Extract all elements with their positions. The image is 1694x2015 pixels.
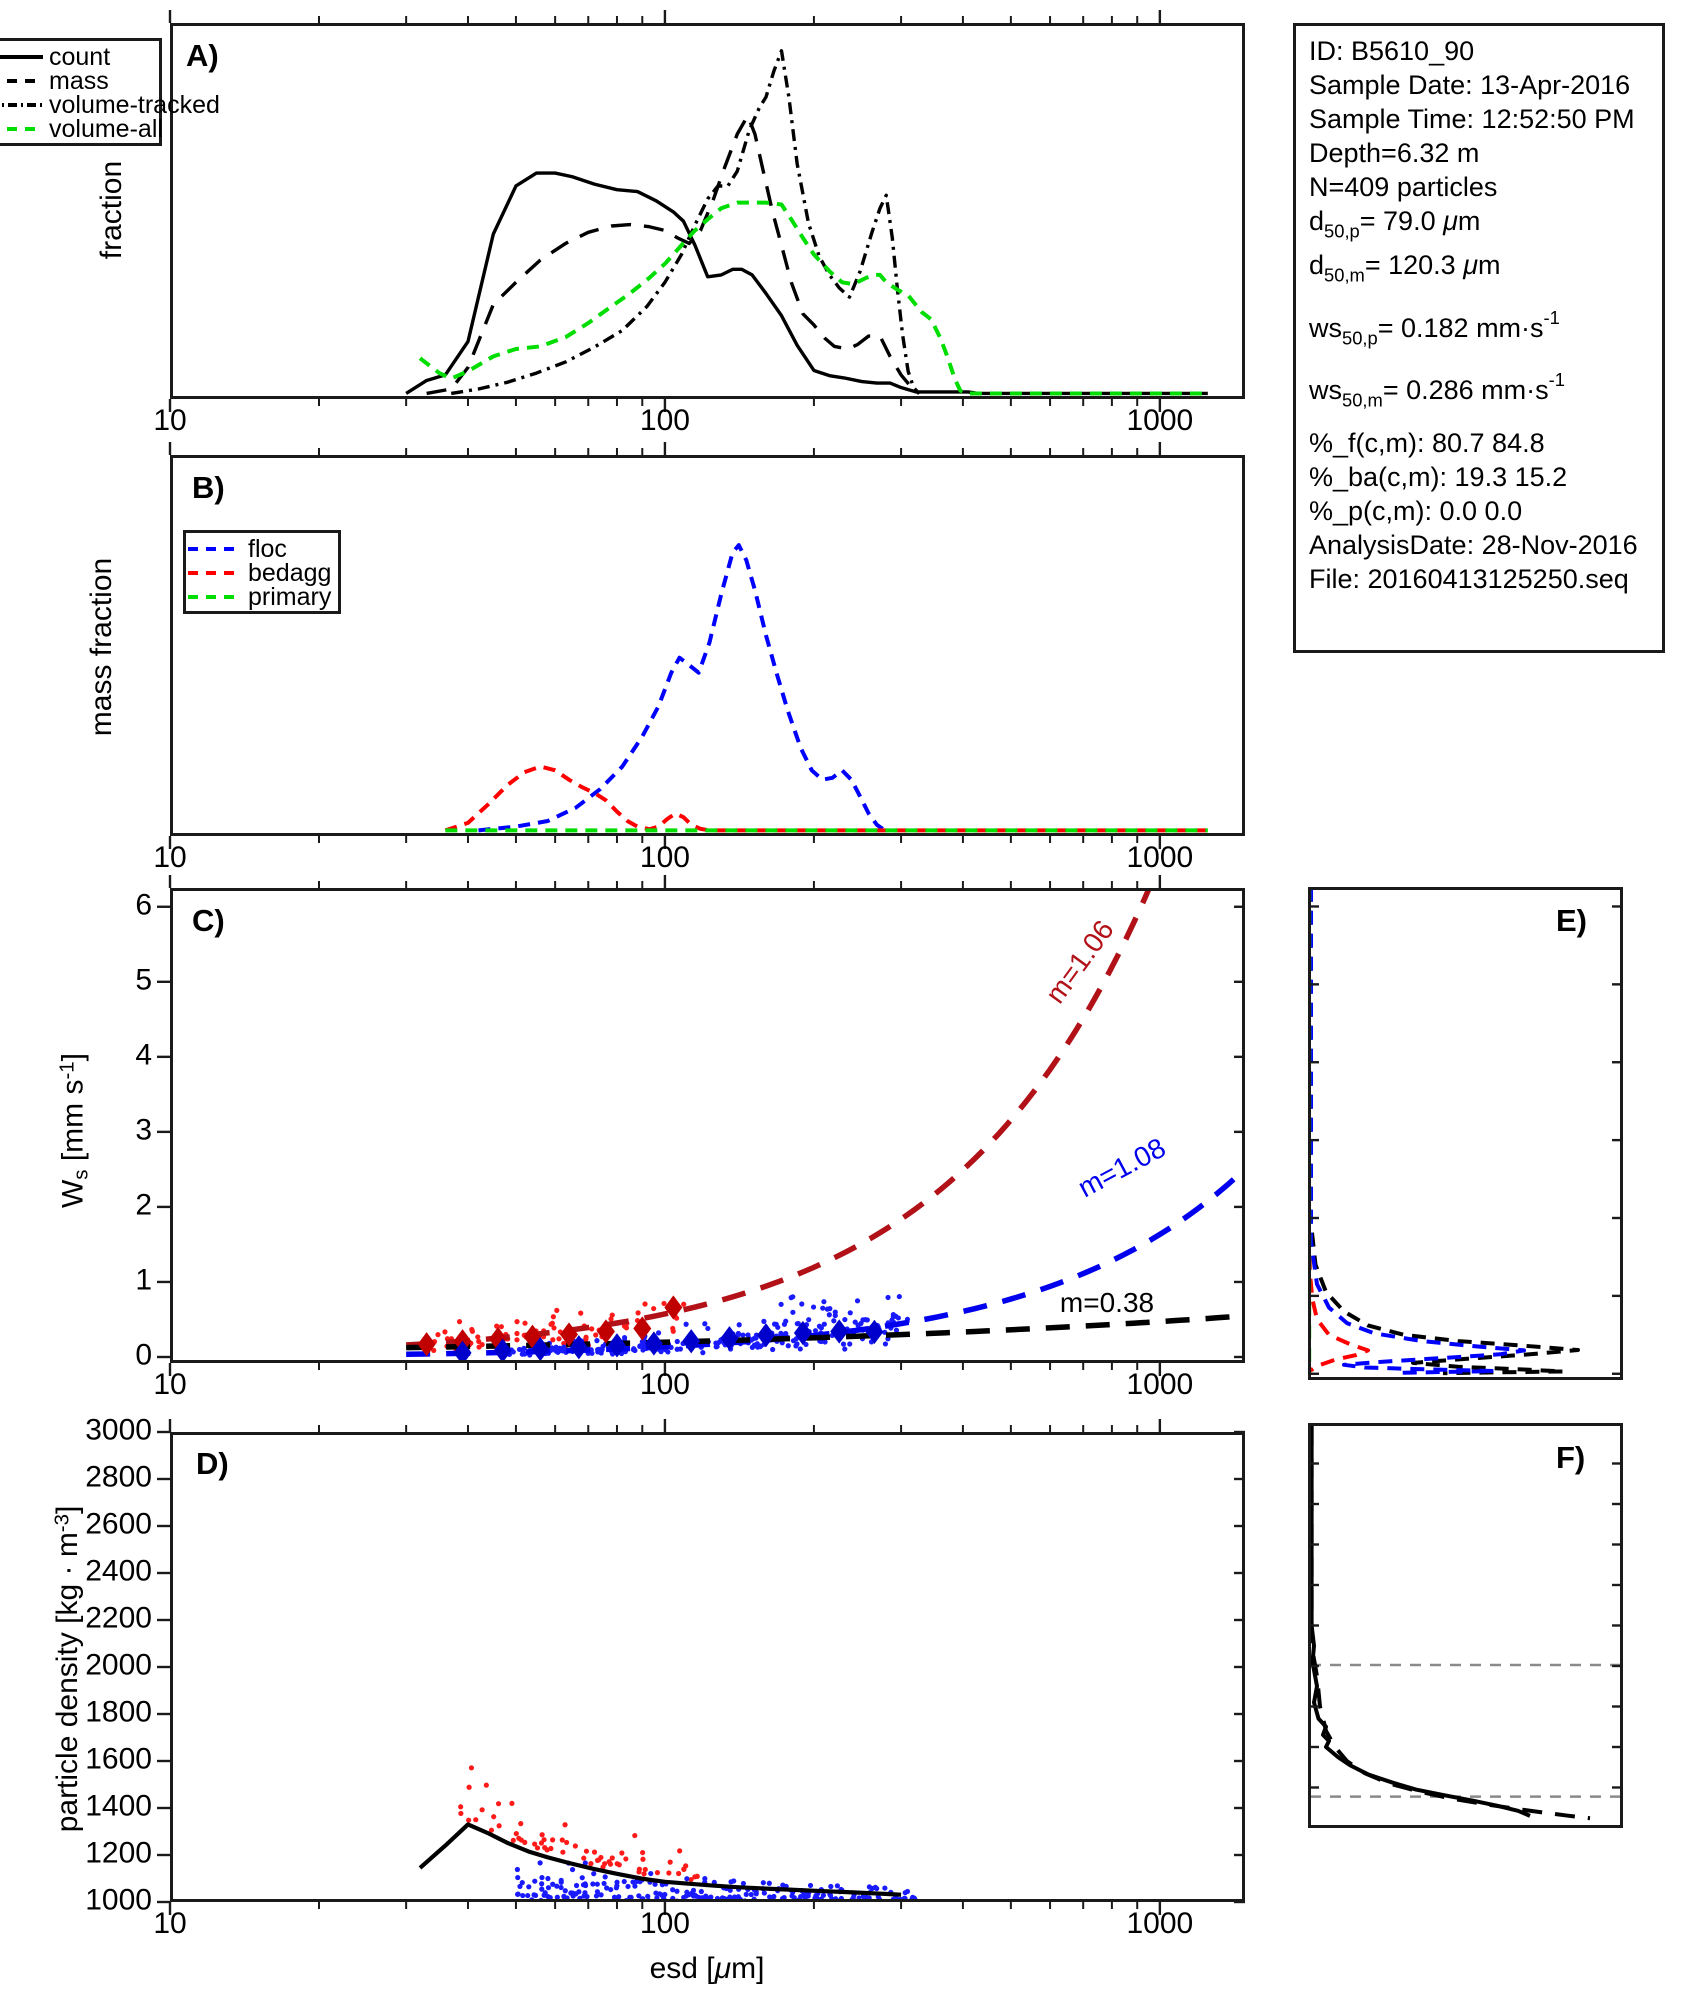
legend-line-sample-icon — [0, 100, 43, 110]
y-tick-label: 2 — [135, 1188, 152, 1222]
legend-item — [188, 558, 338, 587]
legend-panel-b — [183, 530, 341, 614]
panel-f-label: F) — [1556, 1440, 1586, 1475]
info-line: File: 20160413125250.seq — [1309, 563, 1629, 594]
x-tick-label: 100 — [639, 1368, 690, 1401]
panel-c-ylabel: $W_s$ [mm $s^{-1}$] — [56, 1053, 93, 1209]
legend-item-label: bedagg — [248, 558, 332, 587]
legend-line-sample-icon — [0, 124, 43, 134]
fit-label-m108: m=1.08 — [1072, 1131, 1171, 1204]
panel-a-plot — [170, 23, 1245, 399]
legend-panel-a — [0, 38, 220, 146]
info-line: Sample Date: 13-Apr-2016 — [1309, 70, 1631, 100]
y-tick-label: 2200 — [85, 1601, 152, 1635]
x-axis-title: esd [μm] — [649, 1952, 765, 1985]
info-line: AnalysisDate: 28-Nov-2016 — [1309, 529, 1638, 560]
legend-item-label: volume-tracked — [49, 90, 220, 119]
legend-item-label: floc — [248, 534, 287, 563]
legend-item — [0, 66, 159, 95]
panel-e-label: E) — [1556, 903, 1587, 938]
x-tick-label: 10 — [153, 841, 187, 874]
info-line: %_p(c,m): 0.0 0.0 — [1309, 495, 1523, 526]
panel-b-plot — [170, 455, 1245, 836]
y-tick-label: 0 — [135, 1338, 152, 1372]
panel-e-plot — [1308, 887, 1623, 1380]
y-tick-label: 1600 — [85, 1742, 152, 1776]
y-tick-label: 4 — [135, 1038, 152, 1072]
info-line: $d_{50,p}= 79.0$ μm — [1309, 206, 1481, 242]
legend-line-sample-icon — [188, 544, 242, 554]
x-tick-label: 100 — [639, 841, 690, 874]
info-line: Depth=6.32 m — [1309, 138, 1480, 168]
info-line: N=409 particles — [1309, 172, 1498, 202]
y-tick-label: 2400 — [85, 1554, 152, 1588]
info-line: $ws_{50,p}= 0.182$ $mm\cdot s^{-1}$ — [1309, 306, 1560, 349]
info-line: $d_{50,m}= 120.3$ μm — [1309, 250, 1501, 286]
x-tick-label: 100 — [639, 404, 690, 437]
panel-d-plot — [170, 1432, 1245, 1902]
info-line: Sample Time: 12:52:50 PM — [1309, 104, 1635, 134]
y-tick-label: 1200 — [85, 1836, 152, 1870]
legend-item — [0, 42, 159, 71]
legend-item-label: volume-all — [49, 114, 163, 143]
y-tick-label: 6 — [135, 888, 152, 922]
legend-item-label: mass — [49, 66, 109, 95]
y-tick-label: 3000 — [85, 1413, 152, 1447]
legend-line-sample-icon — [0, 76, 43, 86]
info-line: %_f(c,m): 80.7 84.8 — [1309, 427, 1545, 458]
legend-line-sample-icon — [188, 592, 242, 602]
info-line: $ws_{50,m}= 0.286$ $mm\cdot s^{-1}$ — [1309, 369, 1565, 411]
y-tick-label: 1400 — [85, 1789, 152, 1823]
x-tick-label: 10 — [153, 404, 187, 437]
legend-item — [0, 90, 220, 119]
panel-b-label: B) — [192, 470, 225, 505]
info-line: ID: B5610_90 — [1309, 36, 1475, 66]
y-tick-label: 1800 — [85, 1695, 152, 1729]
x-tick-label: 10 — [153, 1368, 187, 1401]
sample-info-box — [1293, 23, 1665, 653]
fit-label-m038: m=0.38 — [1059, 1287, 1155, 1318]
y-tick-label: 3 — [135, 1113, 152, 1147]
x-tick-label: 1000 — [1126, 404, 1194, 437]
legend-line-sample-icon — [188, 568, 242, 578]
y-tick-label: 5 — [135, 963, 152, 997]
panel-c-label: C) — [192, 903, 225, 938]
legend-item — [188, 534, 338, 563]
info-line: %_ba(c,m): 19.3 15.2 — [1309, 461, 1568, 492]
panel-a-ylabel: fraction — [95, 160, 128, 260]
panel-d-ylabel: particle density $[kg \cdot m^{-3}]$ — [51, 1505, 84, 1833]
x-tick-label: 1000 — [1126, 1907, 1194, 1940]
fit-label-m106: m=1.06 — [1039, 914, 1120, 1009]
x-tick-label: 1000 — [1126, 841, 1194, 874]
panel-f-plot — [1308, 1423, 1623, 1828]
legend-item — [0, 114, 163, 143]
y-tick-label: 2000 — [85, 1648, 152, 1682]
legend-line-sample-icon — [0, 52, 43, 62]
y-tick-label: 1000 — [85, 1883, 152, 1917]
panel-b-ylabel: mass fraction — [85, 557, 118, 737]
y-tick-label: 2600 — [85, 1507, 152, 1541]
panel-a-label: A) — [186, 38, 219, 73]
x-tick-label: 10 — [153, 1907, 187, 1940]
panel-d-label: D) — [196, 1446, 229, 1481]
y-tick-label: 2800 — [85, 1460, 152, 1494]
legend-item — [188, 582, 338, 611]
x-tick-label: 100 — [639, 1907, 690, 1940]
y-tick-label: 1 — [135, 1263, 152, 1297]
legend-item-label: count — [49, 42, 111, 71]
x-tick-label: 1000 — [1126, 1368, 1194, 1401]
legend-item-label: primary — [248, 582, 332, 611]
